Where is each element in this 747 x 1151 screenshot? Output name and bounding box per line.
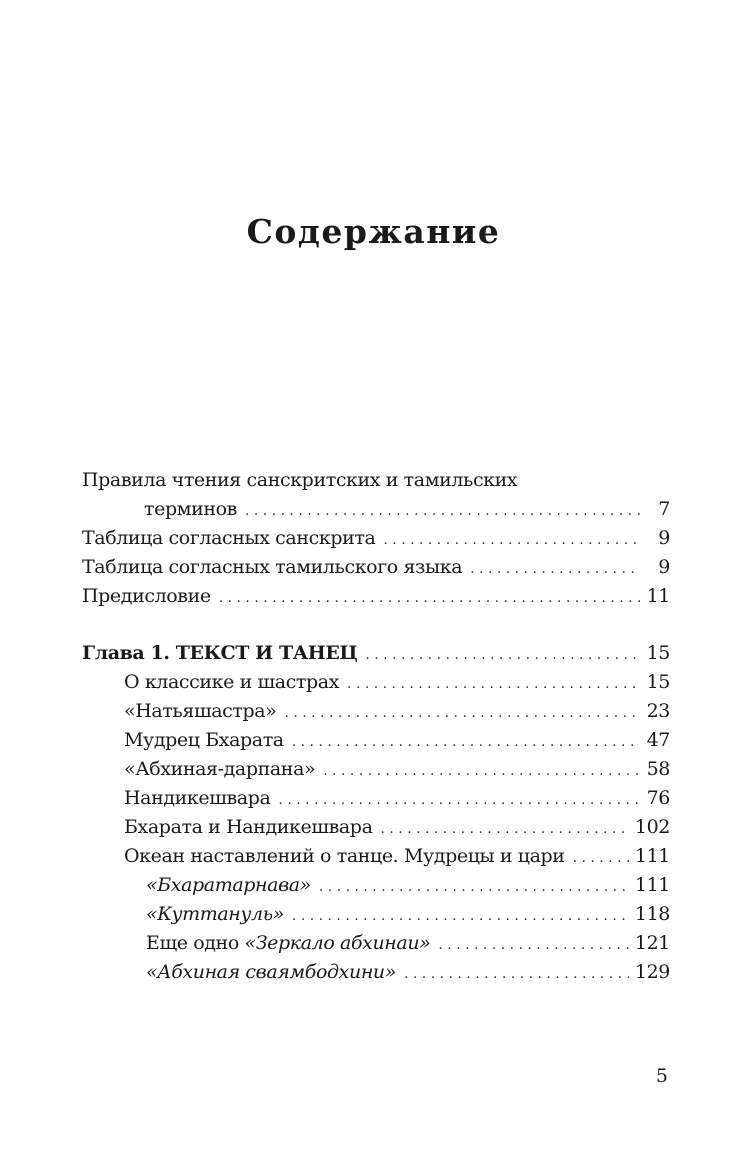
toc-entry-label: Нандикешвара [124,787,271,809]
toc-chapter-label: Глава 1. ТЕКСТ И ТАНЕЦ [82,642,358,664]
toc-entry-page: 15 [646,671,670,693]
toc-entry-label: Мудрец Бхарата [124,729,284,751]
dot-leader [278,786,640,815]
dot-leader [573,844,629,873]
dot-leader [292,728,640,757]
dot-leader [438,931,629,960]
toc-entry-label: «Натьяшастра» [124,700,277,722]
toc-entry-classics[interactable] [82,668,670,697]
dot-leader [365,641,640,670]
toc-entry-natyashastra[interactable] [82,697,670,726]
toc-entry-page: 7 [658,498,670,520]
toc-entry-label-prefix: Еще одно [146,932,245,954]
dot-leader [470,555,640,584]
toc-entry-chapter-1[interactable] [82,639,670,668]
toc-entry-mirror-of-abhinaya[interactable] [82,929,670,958]
toc-entry-page: 11 [646,585,670,607]
toc-entry-kuttanul[interactable] [82,900,670,929]
toc-entry-page: 129 [634,961,670,983]
toc-entry-page: 9 [658,556,670,578]
toc-entry-label: «Бхаратарнава» [146,874,311,896]
toc-entry-label [146,929,430,958]
toc-entry-label: «Абхиная сваямбодхини» [146,961,396,983]
toc-entry-bharata-and-nandikeshvara[interactable] [82,813,670,842]
page-number: 5 [655,1065,668,1087]
toc-entry-page: 111 [634,845,670,867]
dot-leader [381,815,629,844]
toc-entry-label-italic: «Зеркало абхинаи» [244,932,431,954]
toc-entry-label: Бхарата и Нандикешвара [124,816,373,838]
toc-entry-nandikeshvara[interactable] [82,784,670,813]
toc-entry-reading-rules[interactable] [82,466,670,495]
toc-entry-preface[interactable] [82,582,670,611]
dot-leader [347,670,640,699]
toc-entry-bharatarnava[interactable] [82,871,670,900]
toc-entry-page: 23 [646,700,670,722]
dot-leader [323,757,640,786]
toc-entry-label: терминов [144,498,237,520]
toc-entry-page: 121 [634,932,670,954]
toc-entry-label: Таблица согласных санскрита [82,527,376,549]
toc-entry-page: 58 [646,758,670,780]
toc-entry-abhinaya-svayambodhini[interactable] [82,958,670,987]
toc-entry-page: 111 [634,874,670,896]
toc-entry-page: 47 [646,729,670,751]
dot-leader [245,497,640,526]
toc-entry-label: О классике и шастрах [124,671,340,693]
toc-entry-reading-rules-continuation[interactable] [82,495,670,524]
table-of-contents [82,466,670,987]
dot-leader [219,584,640,613]
toc-entry-label: Таблица согласных тамильского языка [82,556,463,578]
toc-entry-label: Предисловие [82,585,211,607]
dot-leader [383,526,640,555]
toc-entry-page: 102 [634,816,670,838]
toc-entry-abhinaya-darpana[interactable] [82,755,670,784]
dot-leader [284,699,640,728]
page-title: Содержание [246,212,501,251]
dot-leader [319,873,629,902]
toc-entry-label: Океан наставлений о танце. Мудрецы и цари [124,845,565,867]
toc-entry-sanskrit-table[interactable] [82,524,670,553]
dot-leader [292,902,629,931]
toc-entry-page: 76 [646,787,670,809]
toc-entry-tamil-table[interactable] [82,553,670,582]
toc-entry-bharata-sage[interactable] [82,726,670,755]
dot-leader [404,960,629,989]
toc-entry-label: «Куттануль» [146,903,284,925]
toc-entry-page: 9 [658,527,670,549]
toc-entry-page: 118 [634,903,670,925]
toc-entry-ocean-of-instructions[interactable] [82,842,670,871]
toc-entry-label: «Абхиная-дарпана» [124,758,316,780]
toc-entry-page: 15 [646,642,670,664]
toc-entry-label: Правила чтения санскритских и тамильских [82,469,518,491]
section-spacer [82,611,670,639]
